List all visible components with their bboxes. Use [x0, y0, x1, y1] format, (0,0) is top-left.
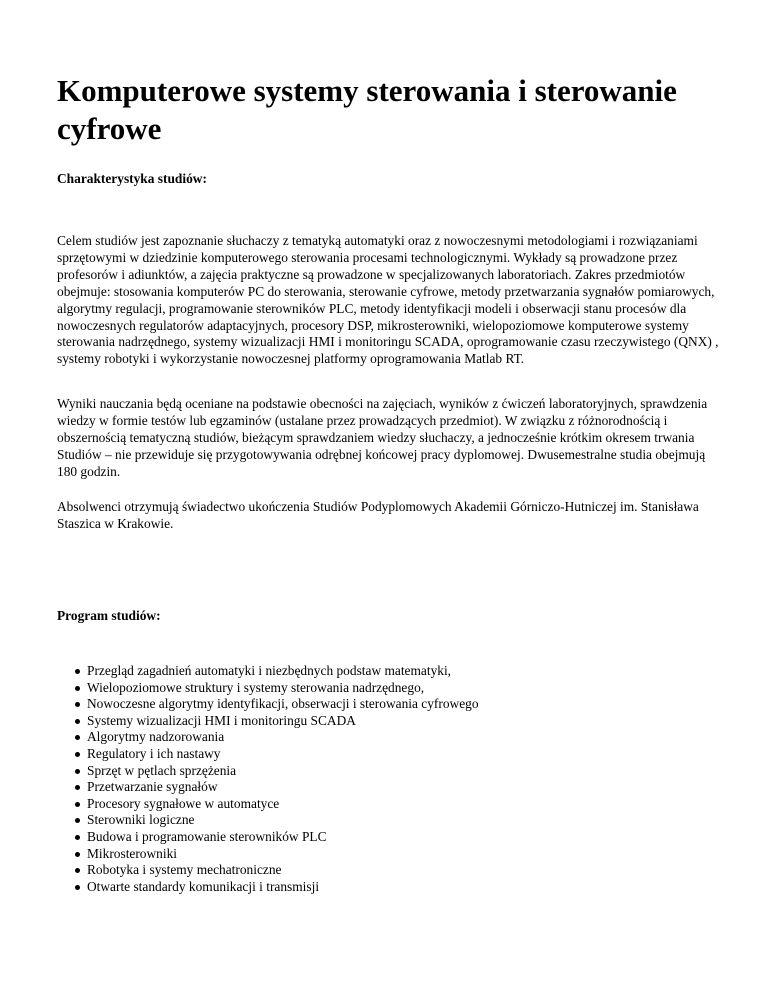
list-item: Algorytmy nadzorowania	[57, 729, 479, 746]
list-item: Robotyka i systemy mechatroniczne	[57, 862, 479, 879]
paragraph-goals: Celem studiów jest zapoznanie słuchaczy z tematyką automatyki oraz z nowoczesnymi metodologiami i rozwiązaniami sprzętowymi w dziedzinie komputerowego sterowania procesami technologicznymi. Wykłady są prowadzone przez profesorów i adiunktów, a zajęcia praktyczne są prowadzone w specjalizowanych laboratoriach. Zakres przedmiotów obejmuje: stosowania komputerów PC do sterowania, sterowanie cyfrowe, metody przetwarzania sygnałów pomiarowych, algorytmy regulacji, programowanie sterowników PLC, metody identyfikacji modeli i obserwacji stanu procesów dla nowoczesnych regulatorów adaptacyjnych, procesory DSP, mikrosterowniki, wielopoziomowe komputerowe systemy sterowania nadrzędnego, systemy wizualizacji HMI i monitoringu SCADA, oprogramowanie czasu rzeczywistego (QNX) , systemy robotyki i wykorzystanie nowoczesnej platformy oprogramowania Matlab RT.	[57, 233, 719, 367]
page-title: Komputerowe systemy sterowania i sterowanie cyfrowe	[57, 73, 677, 146]
list-item: Procesory sygnałowe w automatyce	[57, 796, 479, 813]
section-heading-program: Program studiów:	[57, 608, 161, 623]
list-item: Nowoczesne algorytmy identyfikacji, obserwacji i sterowania cyfrowego	[57, 696, 479, 713]
list-item: Wielopoziomowe struktury i systemy sterowania nadrzędnego,	[57, 680, 479, 697]
list-item: Otwarte standardy komunikacji i transmisji	[57, 879, 479, 896]
list-item: Budowa i programowanie sterowników PLC	[57, 829, 479, 846]
list-item: Sprzęt w pętlach sprzężenia	[57, 763, 479, 780]
list-item: Systemy wizualizacji HMI i monitoringu SCADA	[57, 713, 479, 730]
program-list	[57, 663, 479, 895]
list-item: Przetwarzanie sygnałów	[57, 779, 479, 796]
section-heading-characteristics: Charakterystyka studiów:	[57, 171, 207, 186]
list-item: Przegląd zagadnień automatyki i niezbędnych podstaw matematyki,	[57, 663, 479, 680]
paragraph-certificate: Absolwenci otrzymują świadectwo ukończenia Studiów Podyplomowych Akademii Górniczo-Hutniczej im. Stanisława Staszica w Krakowie.	[57, 499, 699, 531]
list-item: Regulatory i ich nastawy	[57, 746, 479, 763]
list-item: Sterowniki logiczne	[57, 812, 479, 829]
list-item: Mikrosterowniki	[57, 846, 479, 863]
paragraph-assessment: Wyniki nauczania będą oceniane na podstawie obecności na zajęciach, wyników z ćwiczeń laboratoryjnych, sprawdzenia wiedzy w formie testów lub egzaminów (ustalane przez prowadzących przedmiot). W związku z różnorodnością i obszernością tematyczną studiów, bieżącym sprawdzaniem wiedzy słuchaczy, a jednocześnie krótkim okresem trwania Studiów – nie przewiduje się przygotowywania odrębnej końcowej pracy dyplomowej. Dwusemestralne studia obejmują 180 godzin.	[57, 396, 708, 479]
